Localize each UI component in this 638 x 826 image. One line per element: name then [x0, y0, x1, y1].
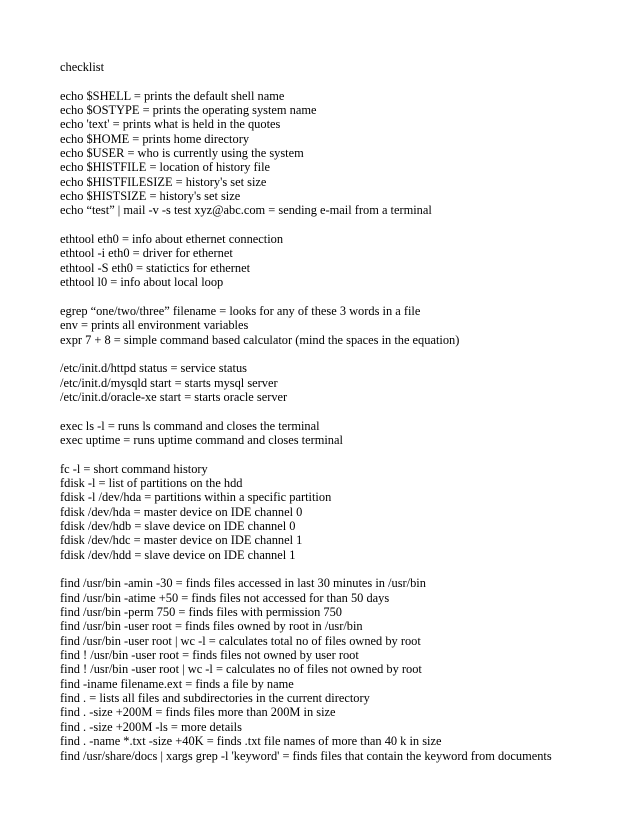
command-line: exec ls -l = runs ls command and closes the terminal	[60, 418, 320, 433]
command-line: find . = lists all files and subdirectories in the current directory	[60, 691, 370, 706]
command-line: ethtool eth0 = info about ethernet connection	[60, 232, 284, 247]
command-line: find -iname filename.ext = finds a file by name	[60, 676, 294, 691]
command-line: expr 7 + 8 = simple command based calculator (mind the spaces in the equation)	[60, 332, 460, 347]
command-line: find . -size +200M = finds files more than 200M in size	[60, 705, 336, 720]
command-line: find . -size +200M -ls = more details	[60, 719, 242, 734]
document-title: checklist	[60, 60, 105, 74]
command-line: fdisk -l /dev/hda = partitions within a specific partition	[60, 490, 332, 505]
command-line: echo $SHELL = prints the default shell name	[60, 88, 285, 103]
command-line: echo $USER = who is currently using the system	[60, 146, 304, 161]
command-line: /etc/init.d/mysqld start = starts mysql server	[60, 375, 278, 390]
command-group	[60, 462, 630, 562]
command-line: find /usr/bin -user root | wc -l = calculates total no of files owned by root	[60, 633, 421, 648]
command-line: echo $HISTFILE = location of history file	[60, 160, 271, 175]
command-line: find /usr/share/docs | xargs grep -l 'keyword' = finds files that contain the keyword from documents	[60, 748, 552, 763]
command-line: /etc/init.d/httpd status = service status	[60, 361, 247, 376]
command-line: echo $HISTSIZE = history's set size	[60, 189, 241, 204]
command-line: echo $HISTFILESIZE = history's set size	[60, 174, 267, 189]
command-line: ethtool -i eth0 = driver for ethernet	[60, 246, 233, 261]
command-line: ethtool -S eth0 = statictics for ethernet	[60, 260, 251, 275]
command-line: echo $OSTYPE = prints the operating system name	[60, 103, 317, 118]
command-line: echo 'text' = prints what is held in the quotes	[60, 117, 281, 132]
command-line: echo “test” | mail -v -s test xyz@abc.com = sending e-mail from a terminal	[60, 203, 432, 218]
command-group	[60, 304, 630, 347]
command-line: fdisk -l = list of partitions on the hdd	[60, 475, 243, 490]
command-line: fdisk /dev/hda = master device on IDE channel 0	[60, 504, 303, 519]
command-line: find /usr/bin -amin -30 = finds files accessed in last 30 minutes in /usr/bin	[60, 576, 426, 591]
command-group	[60, 232, 630, 289]
command-line: env = prints all environment variables	[60, 318, 249, 333]
command-line: find ! /usr/bin -user root = finds files not owned by user root	[60, 648, 359, 663]
command-line: find /usr/bin -perm 750 = finds files with permission 750	[60, 605, 342, 620]
command-line: fdisk /dev/hdc = master device on IDE channel 1	[60, 533, 303, 548]
command-line: find /usr/bin -user root = finds files owned by root in /usr/bin	[60, 619, 363, 634]
command-group	[60, 576, 630, 762]
command-group	[60, 419, 630, 448]
command-line: ethtool l0 = info about local loop	[60, 275, 224, 290]
command-line: find . -name *.txt -size +40K = finds .txt file names of more than 40 k in size	[60, 734, 442, 749]
command-line: fdisk /dev/hdd = slave device on IDE channel 1	[60, 547, 296, 562]
document-page	[60, 60, 630, 777]
command-line: fdisk /dev/hdb = slave device on IDE channel 0	[60, 519, 296, 533]
command-group	[60, 361, 630, 404]
command-line: fc -l = short command history	[60, 461, 208, 476]
command-line: find ! /usr/bin -user root | wc -l = calculates no of files not owned by root	[60, 662, 422, 677]
command-line: echo $HOME = prints home directory	[60, 131, 250, 146]
document-body	[60, 89, 630, 763]
command-line: egrep “one/two/three” filename = looks for any of these 3 words in a file	[60, 303, 421, 318]
command-group	[60, 89, 630, 218]
command-line: /etc/init.d/oracle-xe start = starts oracle server	[60, 389, 288, 404]
command-line: find /usr/bin -atime +50 = finds files not accessed for than 50 days	[60, 590, 390, 605]
command-line: exec uptime = runs uptime command and closes terminal	[60, 432, 343, 447]
